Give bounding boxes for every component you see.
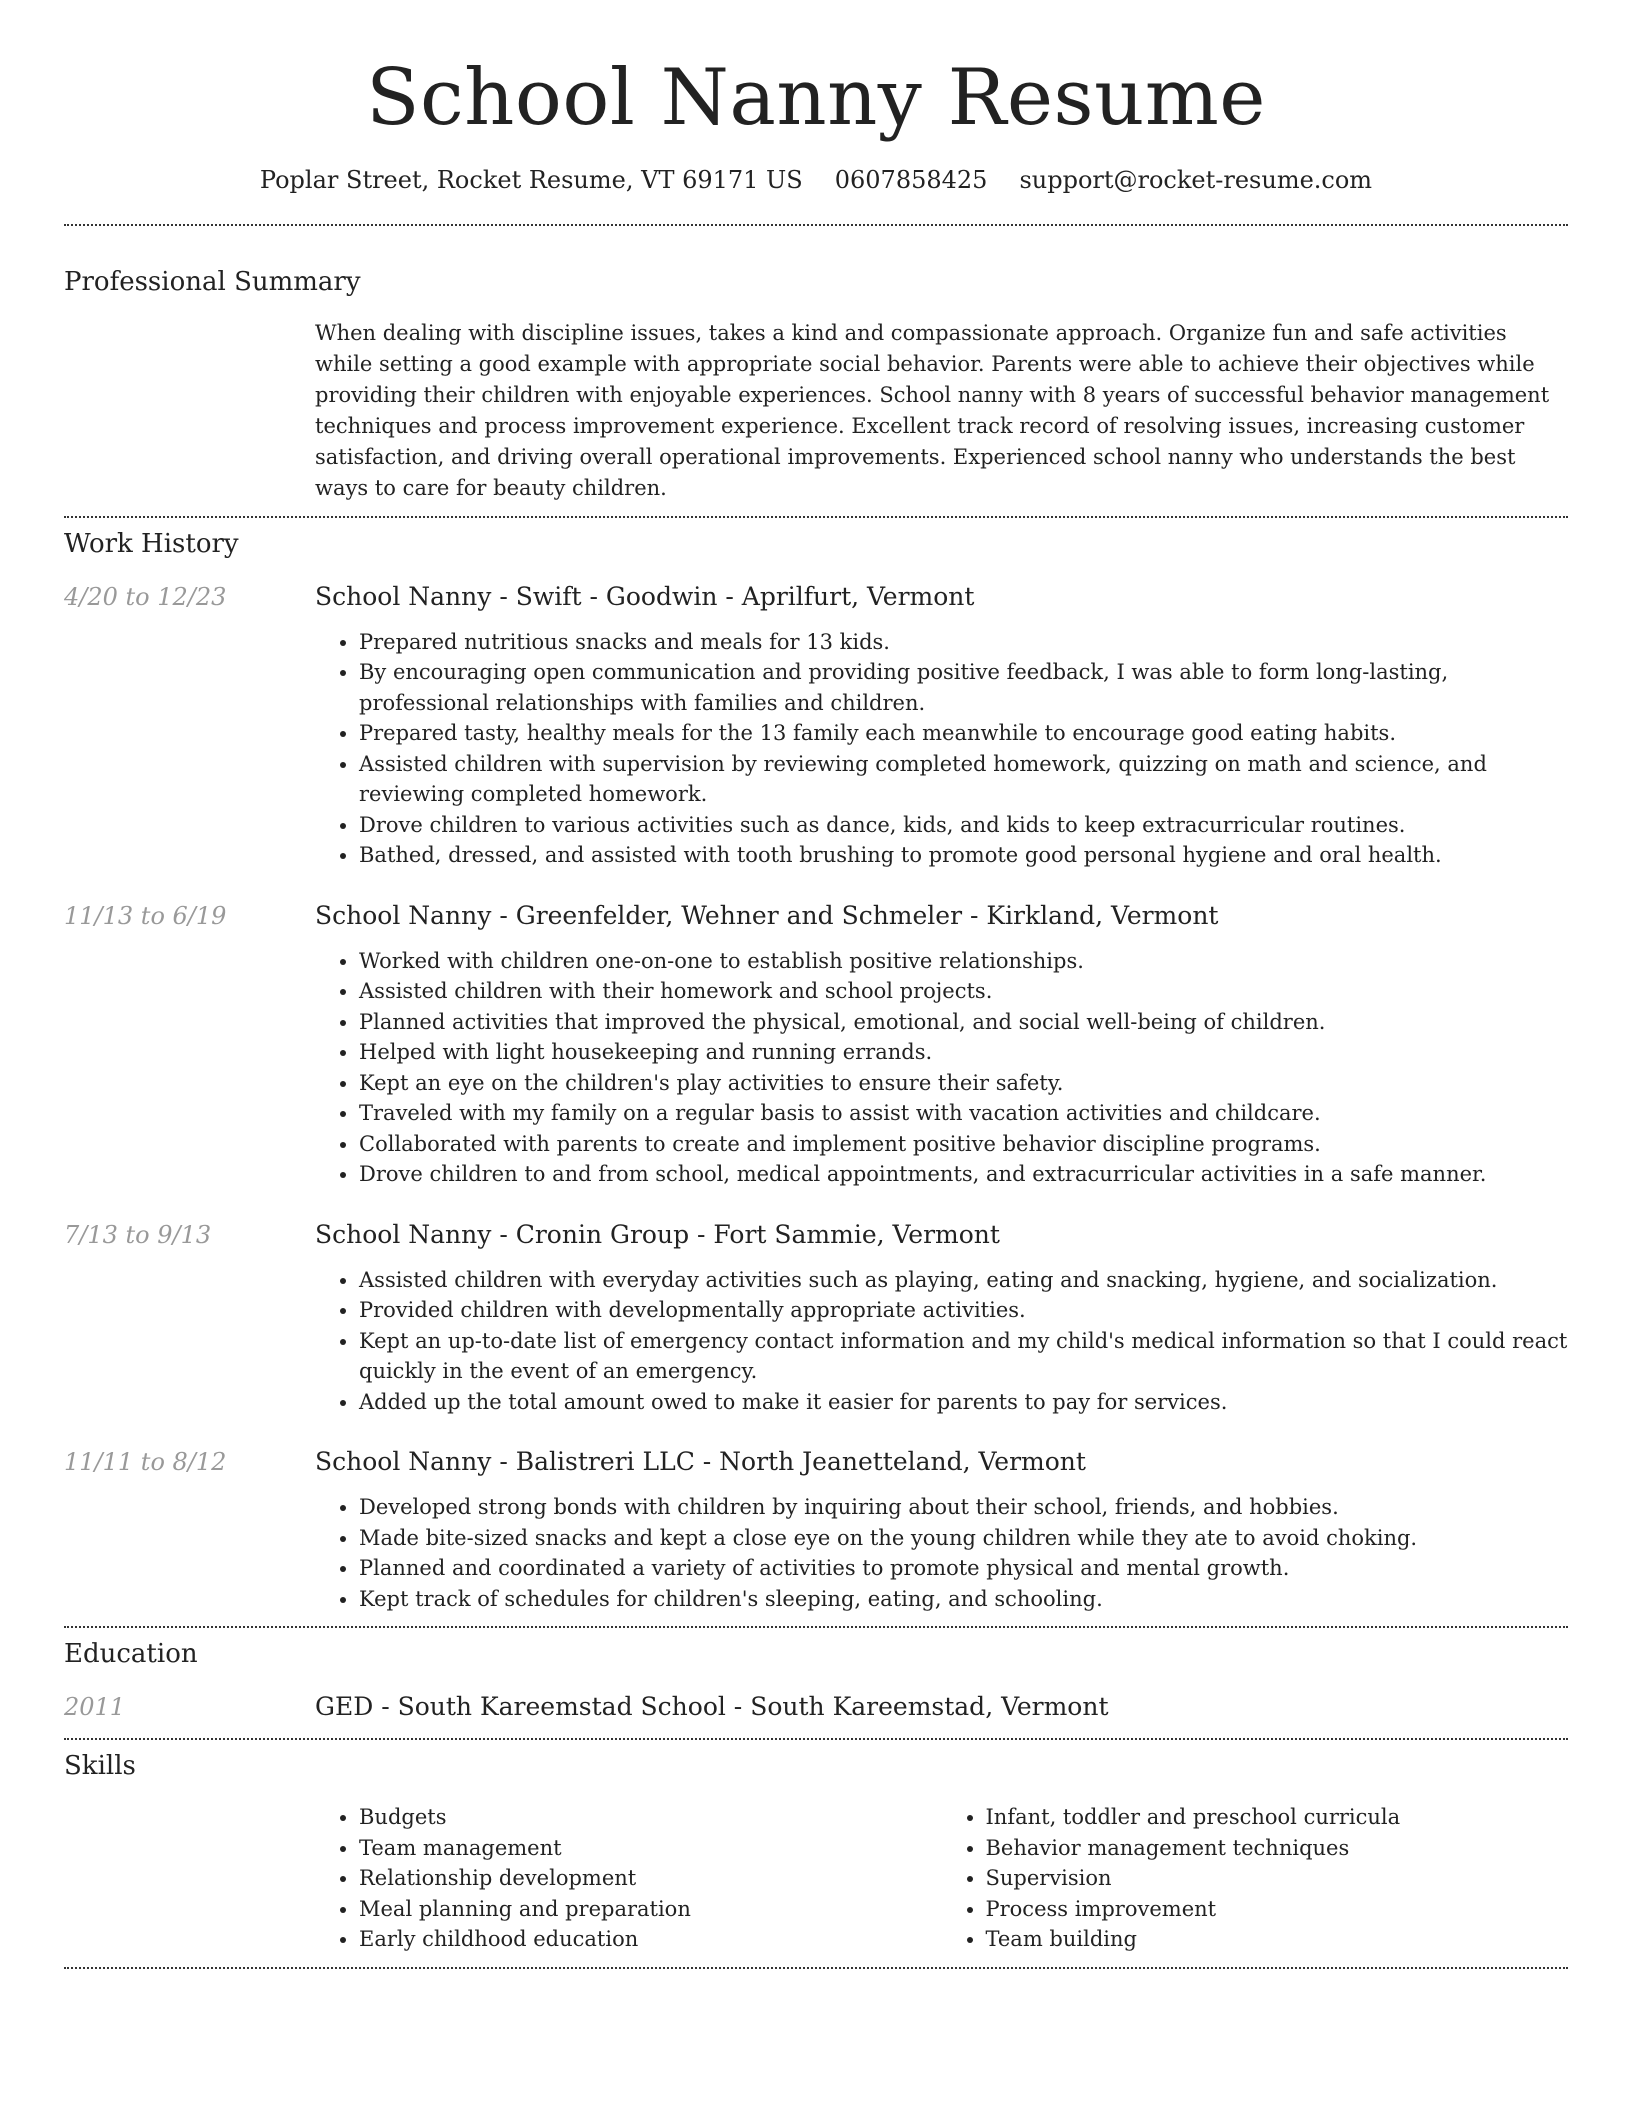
job-entry bbox=[64, 899, 1568, 1190]
section-divider bbox=[64, 1967, 1568, 1969]
job-bullet: • Traveled with my family on a regular basis to assist with vacation activities and childcare. bbox=[359, 1098, 1568, 1129]
job-bullet: • Assisted children with everyday activities such as playing, eating and snacking, hygiene, and socialization. bbox=[359, 1265, 1568, 1296]
job-entry bbox=[64, 580, 1568, 871]
job-bullets bbox=[315, 1492, 1568, 1614]
job-title: School Nanny - Cronin Group - Fort Sammie, Vermont bbox=[315, 1219, 1000, 1249]
job-bullet: • Assisted children with their homework and school projects. bbox=[359, 976, 1568, 1007]
summary-text: When dealing with discipline issues, takes a kind and compassionate approach. Organize fun and safe activities while setting a good example with appropriate social behavior. Parents were able to achieve their objectives while providing their children with enjoyable experiences. School nanny with 8 years of successful behavior management techniques and process improvement experience. Excellent track record of resolving issues, increasing customer satisfaction, and driving overall operational improvements. Experienced school nanny who understands the best ways to care for beauty children. bbox=[315, 320, 1550, 500]
job-bullet: • Developed strong bonds with children by inquiring about their school, friends, and hobbies. bbox=[359, 1492, 1568, 1523]
job-bullets bbox=[315, 946, 1568, 1190]
job-bullet: • Kept an up-to-date list of emergency contact information and my child's medical information so that I could react quickly in the event of an emergency. bbox=[359, 1326, 1568, 1387]
resume-title: School Nanny Resume bbox=[366, 53, 1266, 143]
skill-item: • Behavior management techniques bbox=[986, 1833, 1569, 1864]
skill-item: • Relationship development bbox=[359, 1863, 942, 1894]
job-bullet: • Kept track of schedules for children's sleeping, eating, and schooling. bbox=[359, 1584, 1568, 1615]
skill-item: • Team management bbox=[359, 1833, 942, 1864]
job-body bbox=[315, 580, 1568, 871]
skills-section bbox=[64, 1740, 1568, 1955]
contact-address: Poplar Street, Rocket Resume, VT 69171 US bbox=[259, 165, 803, 194]
job-bullet: • Prepared tasty, healthy meals for the 13 family each meanwhile to encourage good eating habits. bbox=[359, 718, 1568, 749]
job-bullet: • Planned and coordinated a variety of activities to promote physical and mental growth. bbox=[359, 1553, 1568, 1584]
job-bullets bbox=[315, 1265, 1568, 1418]
skills-row bbox=[64, 1802, 1568, 1955]
job-body bbox=[315, 899, 1568, 1190]
job-bullet: • Added up the total amount owed to make it easier for parents to pay for services. bbox=[359, 1387, 1568, 1418]
job-bullet: • Collaborated with parents to create and implement positive behavior discipline programs. bbox=[359, 1129, 1568, 1160]
education-heading: Education bbox=[64, 1639, 198, 1669]
skill-item: • Process improvement bbox=[986, 1894, 1569, 1925]
skills-list-right bbox=[942, 1802, 1569, 1955]
job-bullet: • Worked with children one-on-one to establish positive relationships. bbox=[359, 946, 1568, 977]
job-bullet: • Drove children to various activities such as dance, kids, and kids to keep extracurricular routines. bbox=[359, 810, 1568, 841]
job-entry bbox=[64, 1218, 1568, 1418]
skill-item: • Supervision bbox=[986, 1863, 1569, 1894]
job-bullet: • Prepared nutritious snacks and meals for 13 kids. bbox=[359, 627, 1568, 658]
education-body bbox=[315, 1690, 1568, 1724]
job-bullet: • Drove children to and from school, medical appointments, and extracurricular activities in a safe manner. bbox=[359, 1159, 1568, 1190]
job-dates: 4/20 to 12/23 bbox=[64, 582, 227, 611]
job-dates: 11/13 to 6/19 bbox=[64, 901, 227, 930]
skills-left-spacer bbox=[64, 1802, 315, 1955]
resume-header bbox=[64, 0, 1568, 194]
summary-body bbox=[315, 318, 1568, 504]
job-bullets bbox=[315, 627, 1568, 871]
work-history-heading: Work History bbox=[64, 528, 239, 559]
job-body bbox=[315, 1445, 1568, 1614]
job-title: School Nanny - Swift - Goodwin - Aprilfurt, Vermont bbox=[315, 581, 975, 611]
skill-item: • Early childhood education bbox=[359, 1924, 942, 1955]
skills-heading: Skills bbox=[64, 1751, 136, 1781]
job-bullet: • Helped with light housekeeping and running errands. bbox=[359, 1037, 1568, 1068]
contact-line bbox=[64, 166, 1568, 194]
job-bullet: • Made bite-sized snacks and kept a close eye on the young children while they ate to avoid choking. bbox=[359, 1523, 1568, 1554]
skills-grid bbox=[315, 1802, 1568, 1955]
job-dates: 7/13 to 9/13 bbox=[64, 1220, 212, 1249]
summary-left-spacer bbox=[64, 318, 315, 504]
job-bullet: • Bathed, dressed, and assisted with tooth brushing to promote good personal hygiene and oral health. bbox=[359, 840, 1568, 871]
job-title: School Nanny - Greenfelder, Wehner and Schmeler - Kirkland, Vermont bbox=[315, 900, 1219, 930]
job-title: School Nanny - Balistreri LLC - North Jeanetteland, Vermont bbox=[315, 1447, 1086, 1476]
education-date: 2011 bbox=[64, 1693, 126, 1721]
summary-heading: Professional Summary bbox=[64, 266, 361, 297]
education-entry bbox=[64, 1690, 1568, 1724]
job-body bbox=[315, 1218, 1568, 1418]
job-bullet: • Kept an eye on the children's play activities to ensure their safety. bbox=[359, 1068, 1568, 1099]
skill-item: • Budgets bbox=[359, 1802, 942, 1833]
job-bullet: • Planned activities that improved the physical, emotional, and social well-being of children. bbox=[359, 1007, 1568, 1038]
summary-section bbox=[64, 226, 1568, 504]
summary-row bbox=[64, 318, 1568, 504]
skill-item: • Meal planning and preparation bbox=[359, 1894, 942, 1925]
education-title: GED - South Kareemstad School - South Kareemstad, Vermont bbox=[315, 1692, 1109, 1721]
job-dates: 11/11 to 8/12 bbox=[64, 1448, 227, 1476]
job-entry bbox=[64, 1445, 1568, 1614]
work-history-section bbox=[64, 518, 1568, 1615]
job-bullet: • Provided children with developmentally appropriate activities. bbox=[359, 1295, 1568, 1326]
skills-list-left bbox=[315, 1802, 942, 1955]
skill-item: • Team building bbox=[986, 1924, 1569, 1955]
job-bullet: • By encouraging open communication and providing positive feedback, I was able to form long-lasting, professional relationships with families and children. bbox=[359, 657, 1568, 718]
skill-item: • Infant, toddler and preschool curricula bbox=[986, 1802, 1569, 1833]
contact-email: support@rocket-resume.com bbox=[1019, 165, 1373, 194]
contact-phone: 0607858425 bbox=[834, 165, 988, 194]
education-section bbox=[64, 1628, 1568, 1724]
job-bullet: • Assisted children with supervision by reviewing completed homework, quizzing on math and science, and reviewing completed homework. bbox=[359, 749, 1568, 810]
